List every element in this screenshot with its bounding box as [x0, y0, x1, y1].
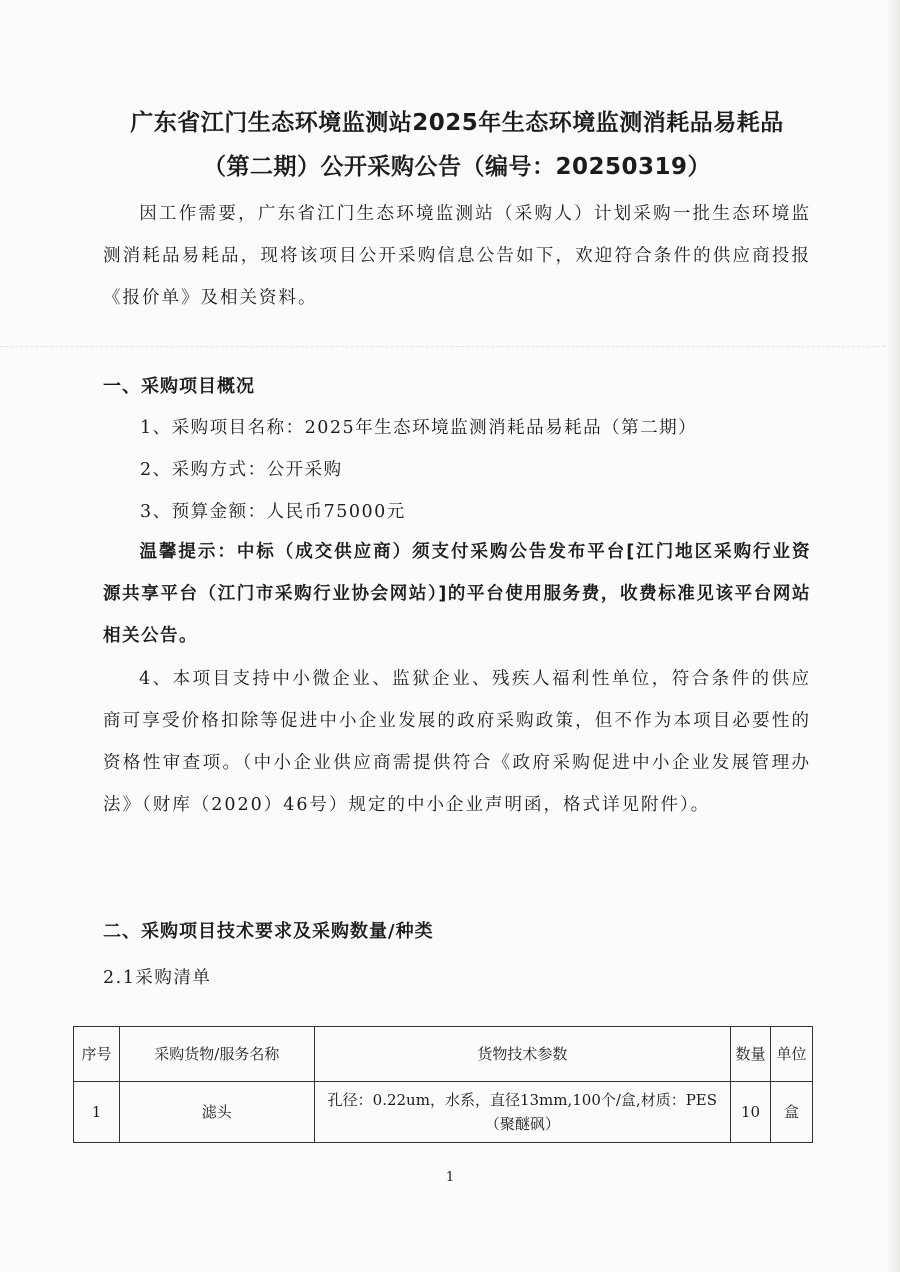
budget-item: 3、预算金额：人民币75000元	[140, 502, 406, 522]
page-number: 1	[445, 1170, 455, 1185]
sme-support-paragraph	[103, 658, 811, 826]
notice-tip	[103, 531, 811, 657]
procurement-list-subheading: 2.1采购清单	[103, 968, 212, 988]
header-qty: 数量	[731, 1027, 771, 1082]
table-row	[74, 1082, 813, 1143]
scan-edge-shadow	[886, 0, 900, 1272]
cell-no: 1	[74, 1082, 120, 1143]
cell-spec: 孔径：0.22um，水系，直径13mm,100个/盒,材质：PES（聚醚砜）	[314, 1082, 730, 1143]
sme-support-text: 4、本项目支持中小微企业、监狱企业、残疾人福利性单位，符合条件的供应商可享受价格扣除等促进中小企业发展的政府采购政策，但不作为本项目必要性的资格性审查项。（中小企业供应商需提供符合《政府采购促进中小企业发展管理办法》（财库（2020）46号）规定的中小企业声明函，格式详见附件）。	[103, 669, 811, 815]
document-title-line-2: （第二期）公开采购公告（编号：20250319）	[202, 154, 712, 180]
section-1-heading: 一、采购项目概况	[103, 376, 255, 397]
cell-unit: 盒	[771, 1082, 813, 1143]
cell-qty: 10	[731, 1082, 771, 1143]
cell-name: 滤头	[119, 1082, 314, 1143]
procurement-method-item: 2、采购方式：公开采购	[140, 460, 343, 480]
scan-artifact-divider	[0, 346, 900, 347]
header-no: 序号	[74, 1027, 120, 1082]
header-spec: 货物技术参数	[314, 1027, 730, 1082]
table-header-row	[74, 1027, 813, 1082]
header-name: 采购货物/服务名称	[119, 1027, 314, 1082]
procurement-table	[73, 1026, 813, 1143]
document-title-line-1: 广东省江门生态环境监测站2025年生态环境监测消耗品易耗品	[130, 110, 784, 136]
notice-tip-text: 温馨提示：中标（成交供应商）须支付采购公告发布平台[江门地区采购行业资源共享平台（江门市采购行业协会网站）]的平台使用服务费，收费标准见该平台网站相关公告。	[103, 542, 811, 646]
project-name-item: 1、采购项目名称：2025年生态环境监测消耗品易耗品（第二期）	[140, 418, 698, 438]
header-unit: 单位	[771, 1027, 813, 1082]
intro-text: 因工作需要，广东省江门生态环境监测站（采购人）计划采购一批生态环境监测消耗品易耗品，现将该项目公开采购信息公告如下，欢迎符合条件的供应商投报《报价单》及相关资料。	[103, 204, 811, 308]
intro-paragraph	[103, 193, 811, 319]
section-2-heading: 二、采购项目技术要求及采购数量/种类	[103, 921, 434, 942]
